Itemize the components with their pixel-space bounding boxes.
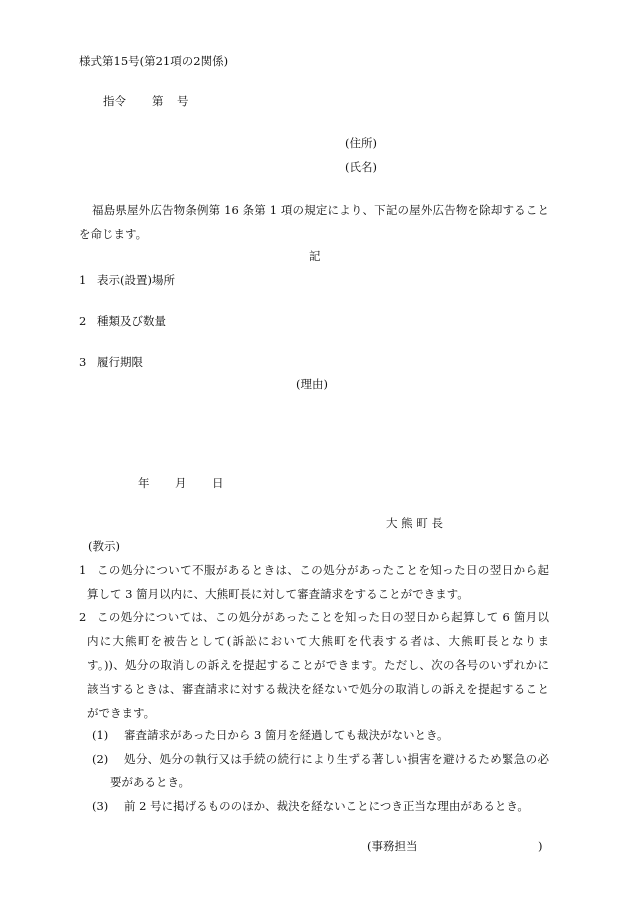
item-3-label: 履行期限 <box>97 355 143 369</box>
ki-heading: 記 <box>309 249 321 263</box>
notice-sub-2-number: (2) <box>92 752 109 766</box>
issuer-name: 大 熊 町 長 <box>386 516 443 530</box>
date-year: 年 <box>138 476 150 490</box>
notice-2-number: 2 <box>79 610 87 624</box>
directive-label-3: 号 <box>177 94 189 108</box>
notice-heading: (教示) <box>88 539 120 553</box>
notice-1-line-1: この処分について不服があるときは、この処分があったことを知った日の翌日から起 <box>97 563 549 577</box>
notice-2-line-5: ができます。 <box>87 706 156 720</box>
notice-1-line-2: 算して 3 箇月以内に、大熊町長に対して審査請求をすることができます。 <box>87 587 469 601</box>
date-month: 月 <box>175 476 187 490</box>
item-2-label: 種類及び数量 <box>97 314 166 328</box>
directive-label-2: 第 <box>152 94 164 108</box>
notice-sub-3-number: (3) <box>92 799 109 813</box>
notice-sub-1-number: (1) <box>92 728 109 742</box>
item-1-label: 表示(設置)場所 <box>97 273 175 287</box>
notice-sub-3-line-1: 前 2 号に掲げるもののほか、裁決を経ないことにつき正当な理由があるとき。 <box>124 799 529 813</box>
notice-2-line-3: す。))、処分の取消しの訴えを提起することができます。ただし、次の各号のいずれかに <box>87 658 549 672</box>
notice-1-number: 1 <box>79 563 87 577</box>
item-1-number: 1 <box>79 273 87 287</box>
addressee-address-label: (住所) <box>345 136 377 150</box>
item-3-number: 3 <box>79 355 87 369</box>
body-text-line-2: を命じます。 <box>79 227 148 241</box>
contact-close: ) <box>538 839 543 853</box>
notice-2-line-1: この処分については、この処分があったことを知った日の翌日から起算して 6 箇月以 <box>97 610 549 624</box>
notice-sub-2-line-1: 処分、処分の執行又は手続の続行により生ずる著しい損害を避けるため緊急の必 <box>124 752 549 766</box>
body-text-line-1: 福島県屋外広告物条例第 16 条第 1 項の規定により、下記の屋外広告物を除却すること <box>92 203 549 217</box>
form-number: 様式第15号(第21項の2関係) <box>79 54 229 68</box>
directive-label-1: 指令 <box>103 94 126 108</box>
date-day: 日 <box>212 476 224 490</box>
reason-label: (理由) <box>296 377 328 391</box>
notice-sub-1-line-1: 審査請求があった日から 3 箇月を経過しても裁決がないとき。 <box>124 728 449 742</box>
notice-sub-2-line-2: 要があるとき。 <box>110 775 191 789</box>
notice-2-line-4: 該当するときは、審査請求に対する裁決を経ないで処分の取消しの訴えを提起すること <box>87 682 549 696</box>
contact-open: (事務担当 <box>367 839 418 853</box>
item-2-number: 2 <box>79 314 87 328</box>
notice-2-line-2: 内に大熊町を被告として(訴訟において大熊町を代表する者は、大熊町長となりま <box>87 634 549 648</box>
addressee-name-label: (氏名) <box>345 160 377 174</box>
